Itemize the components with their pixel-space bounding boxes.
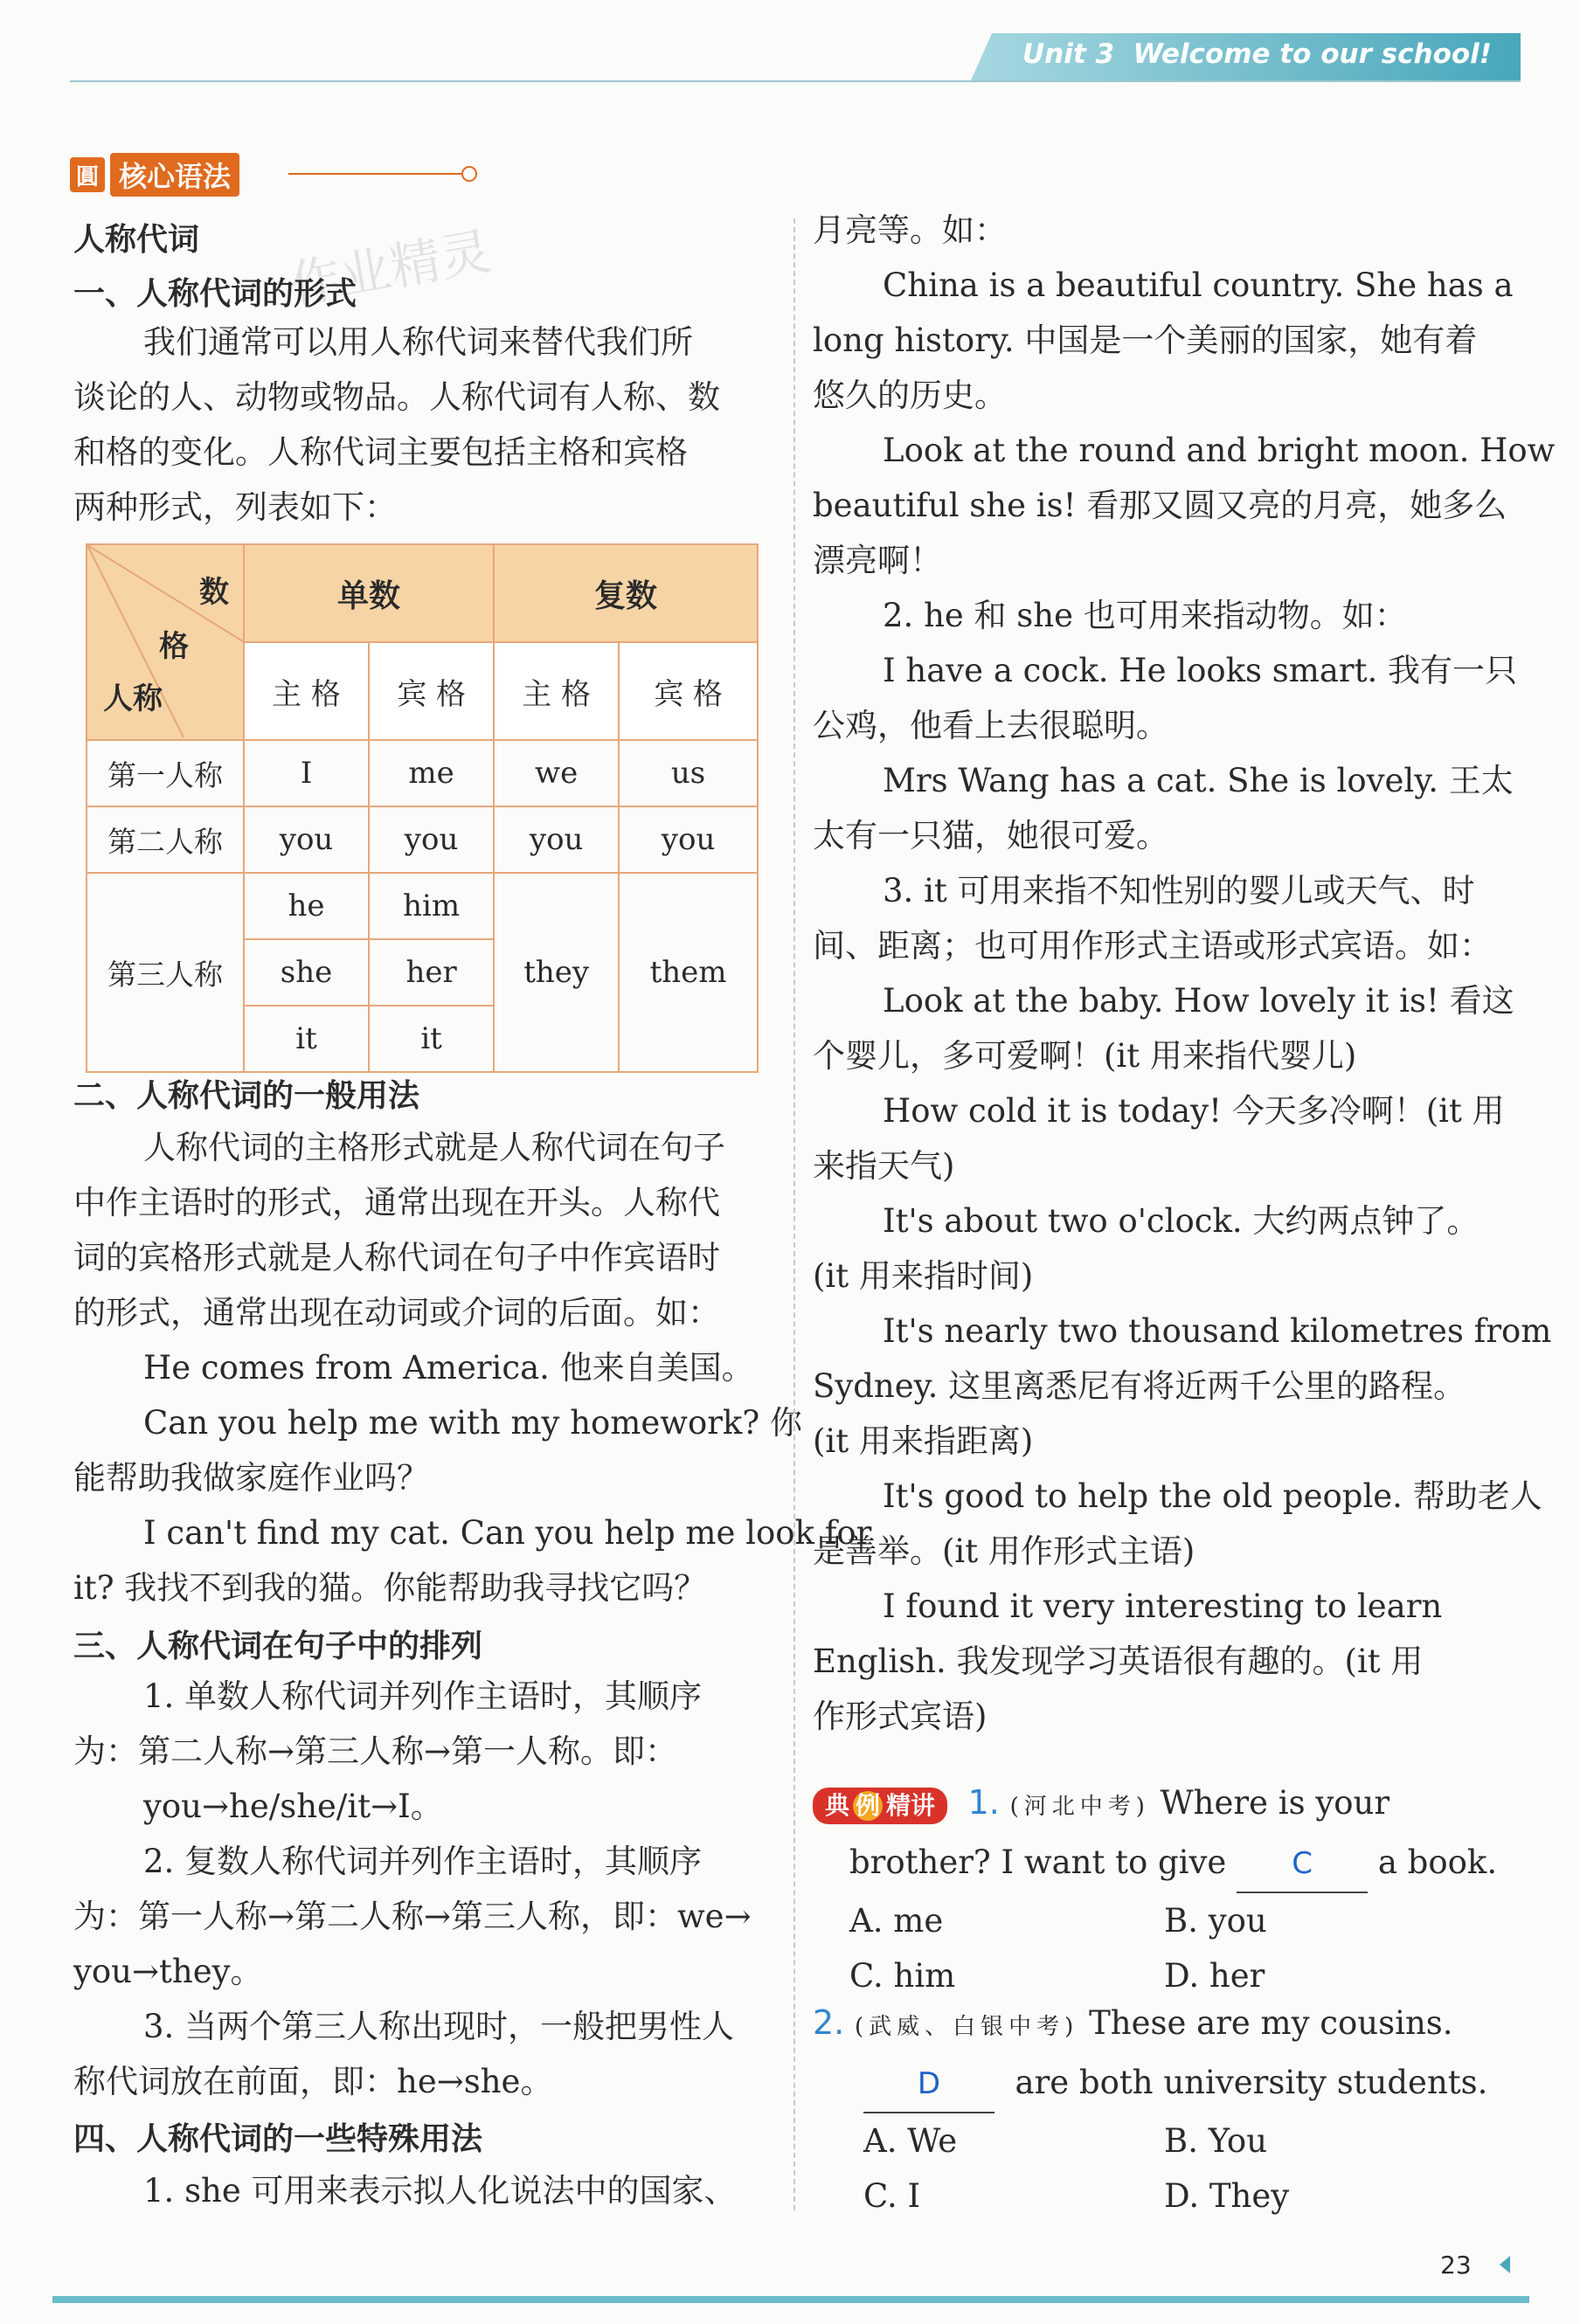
example-q2: 2. (武威、白银中考) These are my cousins. D are both university students. A. We B. You C. I D. They [813, 1995, 1521, 2224]
q2-number: 2. [813, 2003, 845, 2042]
badge-rule [288, 173, 463, 175]
q1-source: (河北中考) [1009, 1794, 1150, 1820]
q1-answer: C [1292, 1846, 1313, 1881]
table-row: 第二人称 you you you you [87, 806, 758, 873]
q1-option-c[interactable]: C. him [849, 1957, 956, 1995]
q2-answer: D [917, 2066, 941, 2101]
plural-header: 复数 [494, 544, 758, 642]
para-special: 1. she 可用来表示拟人化说法中的国家、 [143, 2172, 737, 2210]
subj-header: 主 格 [494, 642, 619, 740]
obj-header: 宾 格 [619, 642, 758, 740]
q1-option-b[interactable]: B. you [1164, 1902, 1267, 1940]
para-forms: 我们通常可以用人称代词来替代我们所 谈论的人、动物或物品。人称代词有人称、数 和格的变化。人称代词主要包括主格和宾格 两种形式，列表如下： [73, 323, 720, 526]
q2-option-a[interactable]: A. We [863, 2122, 958, 2160]
heading-order: 三、人称代词在句子中的排列 [73, 1629, 483, 1664]
table-row: 第三人称 he him they them [87, 873, 758, 939]
heading-forms: 一、人称代词的形式 [73, 276, 357, 312]
q1-option-a[interactable]: A. me [849, 1902, 944, 1940]
q2-option-b[interactable]: B. You [1164, 2122, 1268, 2160]
obj-header: 宾 格 [369, 642, 494, 740]
grammar-icon: 圓 [70, 157, 105, 192]
q2-option-c[interactable]: C. I [863, 2177, 921, 2215]
q2-source: (武威、白银中考) [855, 2014, 1079, 2040]
table-row: she her [87, 939, 758, 1006]
heading-special: 四、人称代词的一些特殊用法 [73, 2121, 483, 2157]
q1-option-d[interactable]: D. her [1164, 1957, 1265, 1995]
footer-rule [52, 2296, 1529, 2303]
example-badge: 典 例 精讲 [813, 1788, 947, 1824]
heading-usage: 二、人称代词的一般用法 [73, 1078, 420, 1114]
corner-person: 人称 [103, 681, 163, 716]
example-q1: 典 例 精讲 1. (河北中考) Where is your brother? I want to give C a book. A. me B. you C. him D. her [813, 1775, 1521, 2003]
table-corner [87, 544, 244, 740]
pronoun-table [86, 543, 759, 1073]
para-order: 1. 单数人称代词并列作主语时，其顺序 为：第二人称→第三人称→第一人称。即： you→he/she/it→I。 2. 复数人称代词并列作主语时，其顺序 为：第一人称→第二人称→第三人称，即：we→ you→they。 3. 当两个第三人称出现时，一般把男性人 称代词放在前面，即：he→she。 [73, 1677, 752, 2100]
section-badge [70, 156, 239, 194]
section-label: 核心语法 [110, 153, 239, 197]
corner-case: 格 [159, 629, 189, 664]
subj-header: 主 格 [244, 642, 369, 740]
header-rule [70, 80, 1521, 82]
page-number: 23 [1440, 2251, 1472, 2279]
q2-blank[interactable] [863, 2055, 994, 2113]
para-usage: 人称代词的主格形式就是人称代词在句子 中作主语时的形式，通常出现在开头。人称代 词的宾格形式就是人称代词在句子中作宾语时 的形式，通常出现在动词或介词的后面。如： He comes from America. 他来自美国。 Can you help me with my homework? 你 能帮助我做家庭作业吗？ I can't find my cat. Can you help me look for it? 我找不到我的猫。你能帮助我寻找它吗？ [73, 1129, 872, 1607]
topic-heading: 人称代词 [73, 222, 200, 258]
watermark: 作业精灵 [285, 221, 496, 315]
table-row: it it [87, 1006, 758, 1072]
q1-blank[interactable] [1237, 1835, 1368, 1893]
table-row: 第一人称 I me we us [87, 740, 758, 806]
singular-header: 单数 [244, 544, 494, 642]
right-text: 月亮等。如： China is a beautiful country. She has a long history. 中国是一个美丽的国家，她有着 悠久的历史。 Look at the round and bright moon. How beautiful she is! 看那又圆又亮的月亮，她多么 漂亮啊！ 2. he 和 she 也可用来指动物。如： I have a cock. He looks smart. 我有一只 公鸡，他看上去很聪明。 Mrs Wang has a cat. She is lovely. 王太 太有一只猫，她很可爱。 3. it 可用来指不知性别的婴儿或天气、时 间、距离；也可用作形式主语或形式宾语。如： Look at the baby. How lovely it is! 看这 个婴儿，多可爱啊！(it 用来指代婴儿) How cold it is today! 今天多冷啊！(it 用 来指天气) It's about two o'clock. 大约两点钟了。 (it 用来指时间) It's nearly two thousand kilometres from Sydney. 这里离悉尼有将近两千公里的路程。 (it 用来指距离) It's good to help the old people. 帮助老人 是善举。(it 用作形式主语) I found it very interesting to learn English. 我发现学习英语很有趣的。(it 用 作形式宾语) [813, 211, 1556, 1735]
page-arrow-icon [1500, 2256, 1510, 2273]
corner-number: 数 [199, 575, 229, 610]
column-divider [793, 218, 795, 2210]
q1-number: 1. [967, 1783, 1000, 1822]
badge-dot [461, 166, 477, 182]
q2-option-d[interactable]: D. They [1164, 2177, 1290, 2215]
header-title: Unit 3 Welcome to our school! [1022, 38, 1492, 70]
